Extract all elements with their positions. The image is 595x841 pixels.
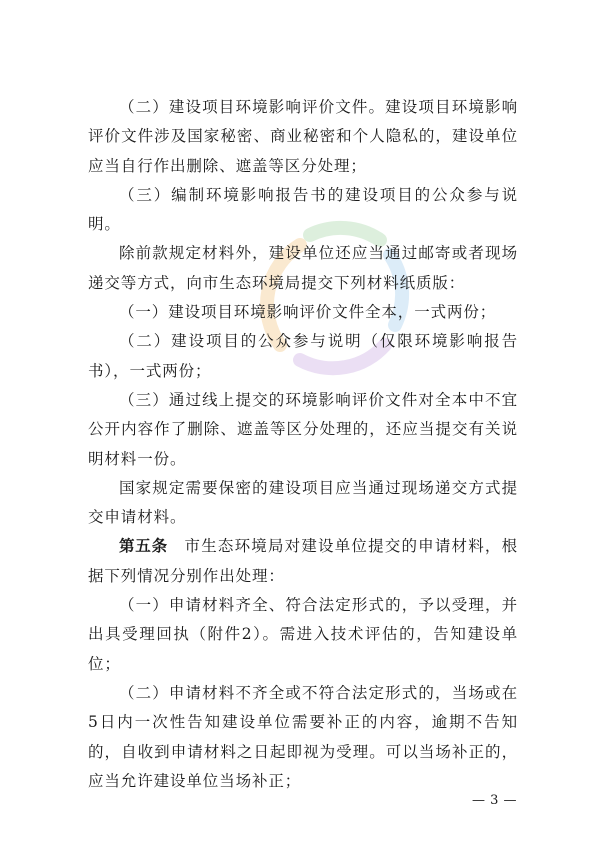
paragraph-4: （一）建设项目环境影响评价文件全本，一式两份； (119, 303, 497, 322)
paragraph-9: （一）申请材料齐全、符合法定形式的，予以受理，并出具受理回执（附件2）。需进入技术评估的，告知建设单位； (88, 596, 518, 673)
paragraph-2: （三）编制环境影响报告书的建设项目的公众参与说明。 (88, 185, 518, 234)
document-body (88, 93, 518, 796)
paragraph-7: 国家规定需要保密的建设项目应当通过现场递交方式提交申请材料。 (88, 478, 518, 527)
paragraph-1: （二）建设项目环境影响评价文件。建设项目环境影响评价文件涉及国家秘密、商业秘密和个人隐私的，建设单位应当自行作出删除、遮盖等区分处理； (88, 98, 518, 175)
paragraph-3: 除前款规定材料外，建设单位还应当通过邮寄或者现场递交等方式，向市生态环境局提交下列材料纸质版： (88, 244, 518, 292)
article-five-paragraph (88, 532, 518, 591)
article-heading: 第五条 (119, 537, 168, 556)
paragraph-5: （二）建设项目的公众参与说明（仅限环境影响报告书），一式两份； (88, 332, 518, 380)
page-number: — 3 — (471, 793, 517, 808)
article-five-text: 市生态环境局对建设单位提交的申请材料，根据下列情况分别作出处理： (88, 537, 518, 585)
paragraph-6: （三）通过线上提交的环境影响评价文件对全本中不宜公开内容作了删除、遮盖等区分处理的，还应当提交有关说明材料一份。 (88, 390, 518, 468)
paragraph-10: （二）申请材料不齐全或不符合法定形式的，当场或在5日内一次性告知建设单位需要补正的内容，逾期不告知的，自收到申请材料之日起即视为受理。可以当场补正的，应当允许建设单位当场补正； (88, 683, 518, 790)
